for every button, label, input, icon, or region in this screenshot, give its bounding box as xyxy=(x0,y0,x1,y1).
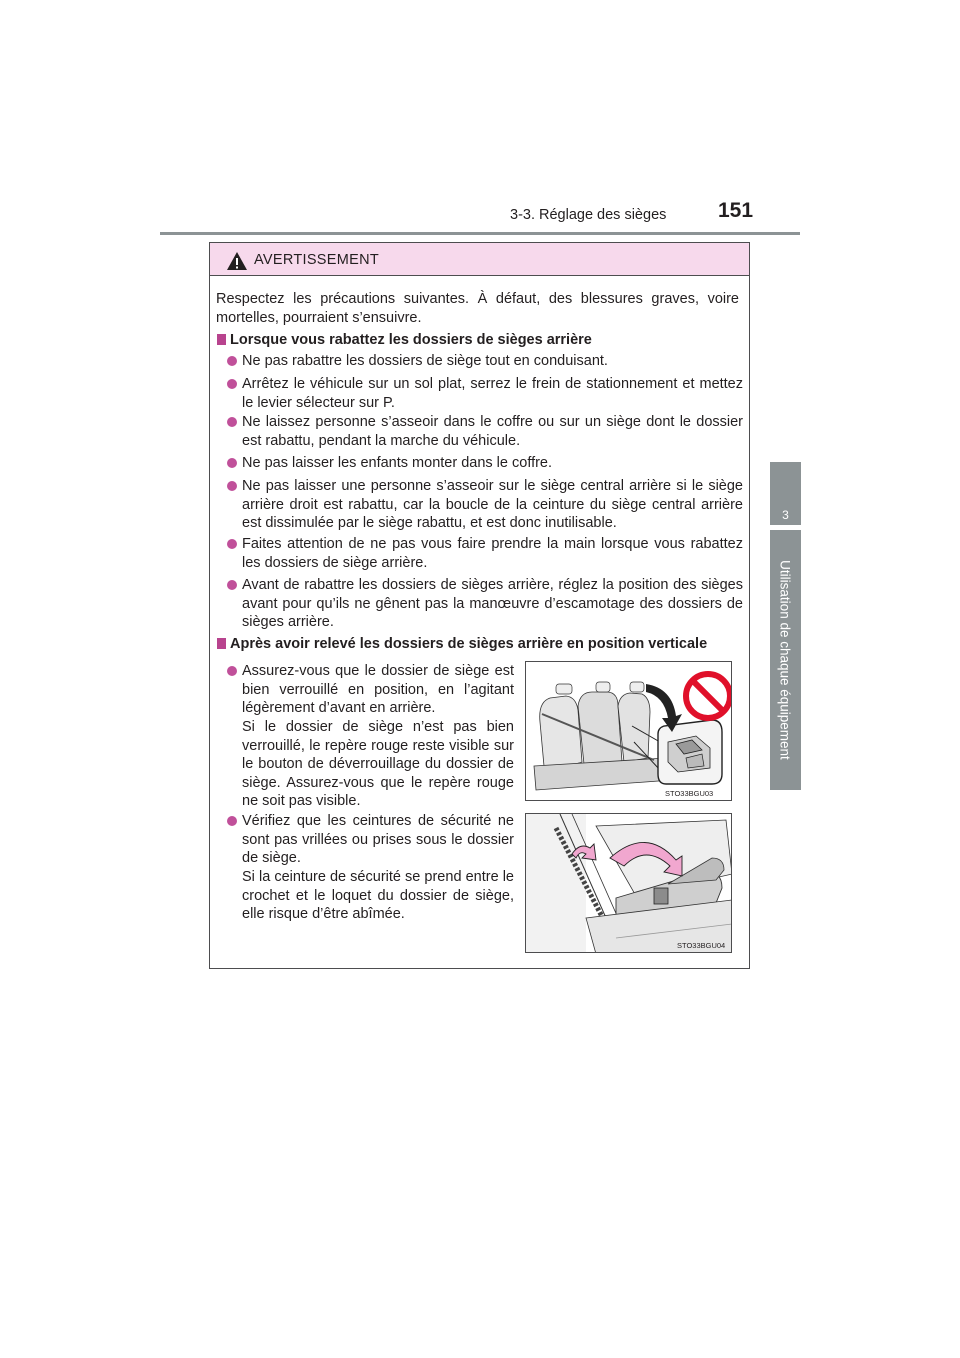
bullet-dot xyxy=(227,666,237,676)
list-item: Ne pas laisser une personne s’asseoir sur le siège central arrière si le siège arrière droit est rabattu, car la boucle de la ceinture du siège central arrière est dissimulée par le siège rabattu, et est donc inutilisable. xyxy=(242,478,743,532)
page-number: 151 xyxy=(718,199,754,222)
list-item-continuation: Si la ceinture de sécurité se prend entre le crochet et le loquet du dossier de siège, elle risque d’être abîmée. xyxy=(242,869,514,923)
figure-label: STO33BGU03 xyxy=(665,789,714,798)
bullet-dot xyxy=(227,458,237,468)
list-item: Arrêtez le véhicule sur un sol plat, serrez le frein de stationnement et mettez le levier sélecteur sur P. xyxy=(242,376,743,411)
figure-seatbelt-illustration xyxy=(525,813,732,953)
warning-triangle-icon xyxy=(226,251,248,271)
warning-title: AVERTISSEMENT xyxy=(254,252,380,268)
list-item: Vérifiez que les ceintures de sécurité ne sont pas vrillées ou prises sous le dossier de siège. xyxy=(242,813,514,867)
chapter-number: 3 xyxy=(782,508,789,522)
list-item: Ne pas rabattre les dossiers de siège tout en conduisant. xyxy=(242,353,608,369)
list-item: Faites attention de ne pas vous faire prendre la main lorsque vous rabattez les dossiers de siège arrière. xyxy=(242,536,743,571)
bullet-dot xyxy=(227,580,237,590)
seatbelt-illustration xyxy=(526,814,732,953)
chapter-title: Utilisation de chaque équipement xyxy=(777,560,793,760)
chapter-tab-number xyxy=(770,462,801,525)
list-item: Ne pas laisser les enfants monter dans le coffre. xyxy=(242,455,553,471)
section1-title: Lorsque vous rabattez les dossiers de sièges arrière xyxy=(230,332,592,348)
section2-title: Après avoir relevé les dossiers de sièges arrière en position verticale xyxy=(230,636,708,652)
running-header: 3-3. Réglage des sièges xyxy=(510,207,667,223)
section-bullet-square xyxy=(217,638,226,649)
list-item-continuation: Si le dossier de siège n’est pas bien verrouillé, le repère rouge reste visible sur le bouton de déverrouillage du dossier de siège. Assurez-vous que le repère rouge ne soit pas visible. xyxy=(242,719,514,810)
bullet-dot xyxy=(227,816,237,826)
seat-lock-illustration xyxy=(526,662,732,801)
bullet-dot xyxy=(227,417,237,427)
warning-box xyxy=(209,242,750,969)
list-item: Assurez-vous que le dossier de siège est bien verrouillé en position, en l’agitant légèrement d’avant en arrière. xyxy=(242,663,514,717)
list-item: Avant de rabattre les dossiers de sièges arrière, réglez la position des sièges avant pour qu’ils ne gênent pas la manœuvre d’escamotage des dossiers de sièges arrière. xyxy=(242,577,743,631)
list-item: Ne laissez personne s’asseoir dans le coffre ou sur un siège dont le dossier est rabattu, pendant la marche du véhicule. xyxy=(242,414,743,449)
section-bullet-square xyxy=(217,334,226,345)
warning-header xyxy=(210,243,749,276)
bullet-dot xyxy=(227,356,237,366)
bullet-dot xyxy=(227,379,237,389)
bullet-dot xyxy=(227,539,237,549)
warning-intro: Respectez les précautions suivantes. À défaut, des blessures graves, voire mortelles, pourraient s’ensuivre. xyxy=(216,291,739,326)
figure-seat-lock-illustration xyxy=(525,661,732,801)
header-rule xyxy=(160,232,800,235)
bullet-dot xyxy=(227,481,237,491)
figure-label: STO33BGU04 xyxy=(677,941,726,950)
